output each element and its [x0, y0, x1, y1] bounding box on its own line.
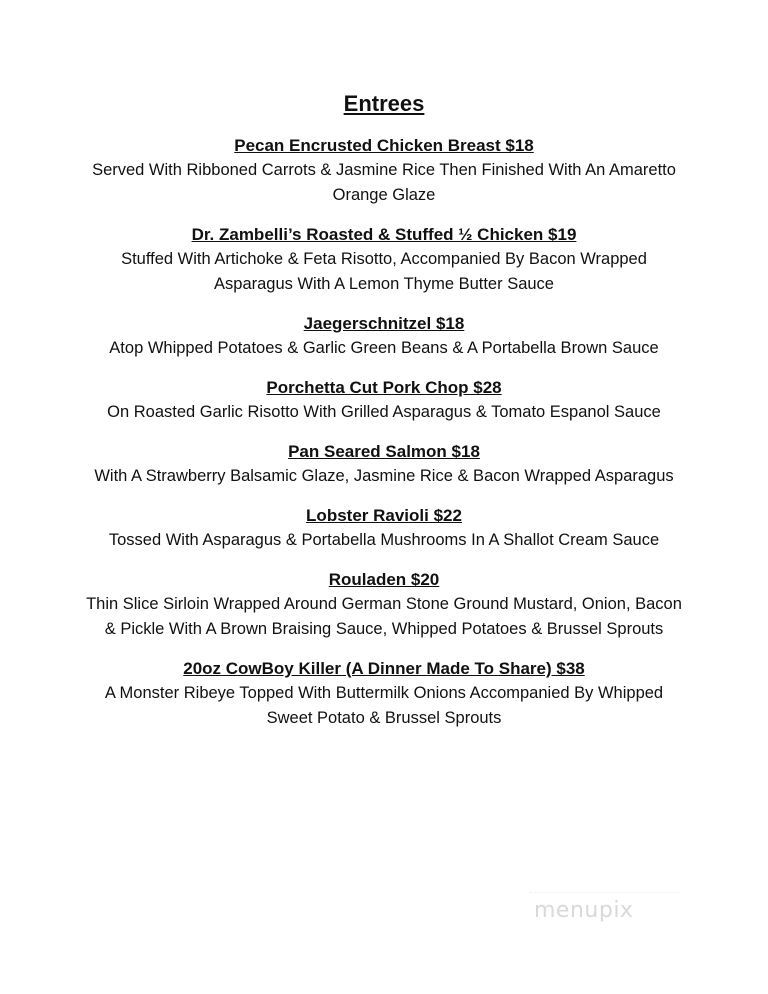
page-title: Entrees — [343, 91, 425, 116]
menu-item-name: Lobster Ravioli $22 — [306, 506, 462, 525]
menu-item-name: Jaegerschnitzel $18 — [303, 314, 465, 333]
menu-item-name: Rouladen $20 — [328, 570, 440, 589]
menu-item-description: A Monster Ribeye Topped With Buttermilk Onions Accompanied By Whipped Sweet Potato & Brussel Sprouts — [104, 684, 664, 727]
menu-item — [84, 375, 684, 425]
menu-item-description: With A Strawberry Balsamic Glaze, Jasmine Rice & Bacon Wrapped Asparagus — [94, 467, 674, 485]
menu-item-name: 20oz CowBoy Killer (A Dinner Made To Share) $38 — [183, 659, 585, 678]
menu-item-description: Stuffed With Artichoke & Feta Risotto, Accompanied By Bacon Wrapped Asparagus With A Lemon Thyme Butter Sauce — [121, 250, 647, 293]
menu-item-name: Pecan Encrusted Chicken Breast $18 — [234, 136, 534, 155]
menu-item-description: Served With Ribboned Carrots & Jasmine Rice Then Finished With An Amaretto Orange Glaze — [92, 161, 676, 204]
menu-item — [84, 133, 684, 208]
menu-item — [84, 311, 684, 361]
menu-list — [84, 133, 684, 745]
watermark-text: menupix — [534, 898, 634, 923]
menu-item-name: Dr. Zambelli’s Roasted & Stuffed ½ Chicken $19 — [191, 225, 577, 244]
menu-item-description: Tossed With Asparagus & Portabella Mushrooms In A Shallot Cream Sauce — [108, 531, 660, 549]
menu-item-description: On Roasted Garlic Risotto With Grilled Asparagus & Tomato Espanol Sauce — [107, 403, 661, 421]
menu-item — [84, 567, 684, 642]
menu-item-name: Pan Seared Salmon $18 — [288, 442, 480, 461]
menu-item-name: Porchetta Cut Pork Chop $28 — [266, 378, 502, 397]
watermark-logo — [530, 892, 680, 936]
menu-item-description: Thin Slice Sirloin Wrapped Around German Stone Ground Mustard, Onion, Bacon & Pickle With A Brown Braising Sauce, Whipped Potatoes & Brussel Sprouts — [86, 595, 682, 638]
menu-item — [84, 656, 684, 731]
menu-item — [84, 503, 684, 553]
menu-item — [84, 439, 684, 489]
menu-item — [84, 222, 684, 297]
menu-item-description: Atop Whipped Potatoes & Garlic Green Beans & A Portabella Brown Sauce — [109, 339, 659, 357]
